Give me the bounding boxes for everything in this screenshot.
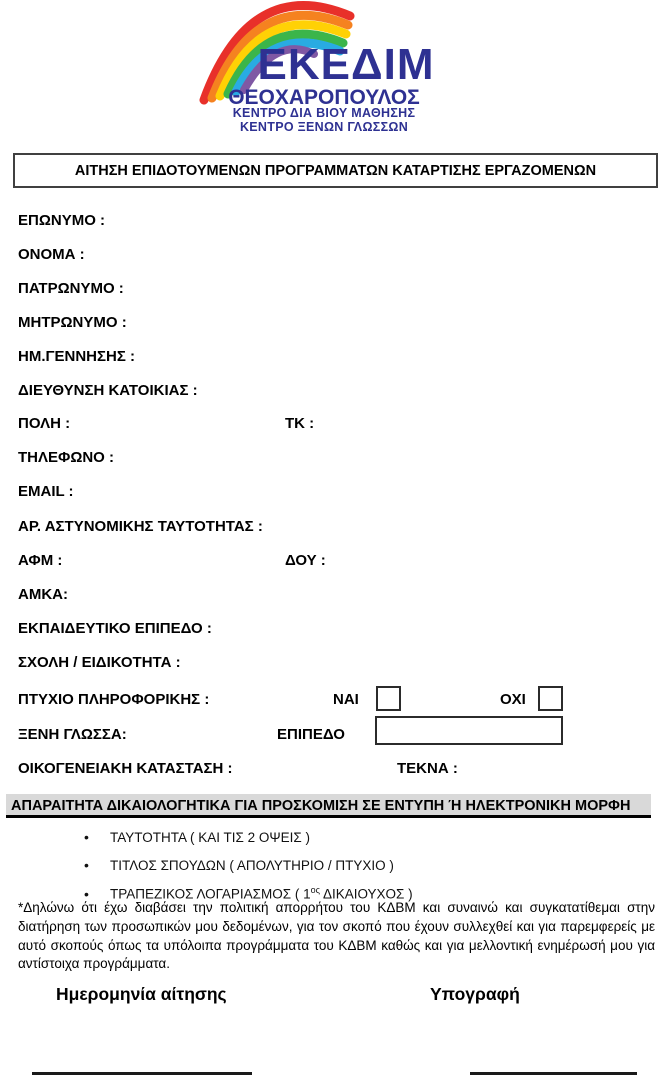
bullet-icon: • xyxy=(84,885,89,902)
field-label-it-degree: ΠΤΥΧΙΟ ΠΛΗΡΟΦΟΡΙΚΗΣ : xyxy=(18,691,210,708)
field-label-surname: ΕΠΩΝΥΜΟ : xyxy=(18,212,106,229)
logo-brand-text: ΕΚΕΔΙΜ xyxy=(257,40,435,89)
date-signature-line xyxy=(32,1072,252,1075)
field-label-birth-date: ΗΜ.ΓΕΝΝΗΣΗΣ : xyxy=(18,348,136,365)
no-label: ΟΧΙ xyxy=(500,691,526,708)
field-label-tax-id: ΑΦΜ : xyxy=(18,552,63,569)
field-label-home-address: ΔΙΕΥΘΥΝΣΗ ΚΑΤΟΙΚΙΑΣ : xyxy=(18,382,198,399)
logo-subtitle-2: ΚΕΝΤΡΟ ΞΕΝΩΝ ΓΛΩΣΣΩΝ xyxy=(239,120,409,134)
field-label-foreign-language: ΞΕΝΗ ΓΛΩΣΣΑ: xyxy=(18,726,127,743)
yes-label: ΝΑΙ xyxy=(333,691,359,708)
field-label-education-level: ΕΚΠΑΙΔΕΥΤΙΚΟ ΕΠΙΠΕΔΟ : xyxy=(18,620,212,637)
signature-line xyxy=(470,1072,637,1075)
field-label-tax-office: ΔΟΥ : xyxy=(285,552,326,569)
field-label-mother-name: ΜΗΤΡΩΝΥΜΟ : xyxy=(18,314,127,331)
documents-section-heading xyxy=(6,794,651,818)
field-label-email: EMAIL : xyxy=(18,483,74,500)
field-label-marital-status: ΟΙΚΟΓΕΝΕΙΑΚΗ ΚΑΤΑΣΤΑΣΗ : xyxy=(18,760,233,777)
field-label-city: ΠΟΛΗ : xyxy=(18,415,71,432)
field-label-children: ΤΕΚΝΑ : xyxy=(397,760,458,777)
documents-heading-text: ΑΠΑΡΑΙΤΗΤΑ ΔΙΚΑΙΟΛΟΓΗΤΙΚΑ ΓΙΑ ΠΡΟΣΚΟΜΙΣΗ ΣΕ ΕΝΤΥΠΗ Ή ΗΛΕΚΤΡΟΝΙΚΗ ΜΟΡΦΗ xyxy=(11,798,631,814)
level-input[interactable] xyxy=(375,716,563,745)
field-label-first-name: ΟΝΟΜΑ : xyxy=(18,246,85,263)
field-label-police-id: ΑΡ. ΑΣΤΥΝΟΜΙΚΗΣ ΤΑΥΤΟΤΗΤΑΣ : xyxy=(18,518,263,535)
no-checkbox[interactable] xyxy=(538,686,563,711)
form-title-box xyxy=(13,153,658,188)
bullet-icon: • xyxy=(84,829,89,845)
yes-checkbox[interactable] xyxy=(376,686,401,711)
signature-label: Υπογραφή xyxy=(430,984,520,1004)
field-label-amka: ΑΜΚΑ: xyxy=(18,586,68,603)
list-item-identity: • ΤΑΥΤΟΤΗΤΑ ( ΚΑΙ ΤΙΣ 2 ΟΨΕΙΣ ) xyxy=(84,829,310,845)
list-item-diploma: • ΤΙΤΛΟΣ ΣΠΟΥΔΩΝ ( ΑΠΟΛΥΤΗΡΙΟ / ΠΤΥΧΙΟ ) xyxy=(84,857,394,873)
application-date-label: Ημερομηνία αίτησης xyxy=(56,984,227,1004)
level-label: ΕΠΙΠΕΔΟ xyxy=(277,726,345,743)
field-label-school-specialty: ΣΧΟΛΗ / ΕΙΔΙΚΟΤΗΤΑ : xyxy=(18,654,181,671)
list-item-bank-account: • ΤΡΑΠΕΖΙΚΟΣ ΛΟΓΑΡΙΑΣΜΟΣ ( $1^{o\varsigma}$ ΔΙΚΑΙΟΥΧΟΣ ) xyxy=(84,885,413,902)
privacy-consent-text: *Δηλώνω ότι έχω διαβάσει την πολιτική απορρήτου του ΚΔΒΜ και συναινώ και συγκατατίθεμαι στην διατήρηση των προσωπικών μου δεδομένων, για τον σκοπό που έχουν συλλεχθεί και για παρεμφερείς με αυτό σκοπούς όπως τα υπόλοιπα προγράμματα του ΚΔΒΜ καθώς και για μελλοντική ενημέρωσή μου για αντίστοιχα προγράμματα. xyxy=(18,900,655,972)
field-label-father-name: ΠΑΤΡΩΝΥΜΟ : xyxy=(18,280,124,297)
logo-owner-text: ΘΕΟΧΑΡΟΠΟΥΛΟΣ xyxy=(228,86,420,109)
bullet-icon: • xyxy=(84,857,89,873)
field-label-postal-code: ΤΚ : xyxy=(285,415,315,432)
form-title: ΑΙΤΗΣΗ ΕΠΙΔΟΤΟΥΜΕΝΩΝ ΠΡΟΓΡΑΜΜΑΤΩΝ ΚΑΤΑΡΤΙΣΗΣ ΕΡΓΑΖΟΜΕΝΩΝ xyxy=(74,162,597,179)
logo-subtitle-1: ΚΕΝΤΡΟ ΔΙΑ ΒΙΟΥ ΜΑΘΗΣΗΣ xyxy=(232,106,416,120)
field-label-phone: ΤΗΛΕΦΩΝΟ : xyxy=(18,449,115,466)
